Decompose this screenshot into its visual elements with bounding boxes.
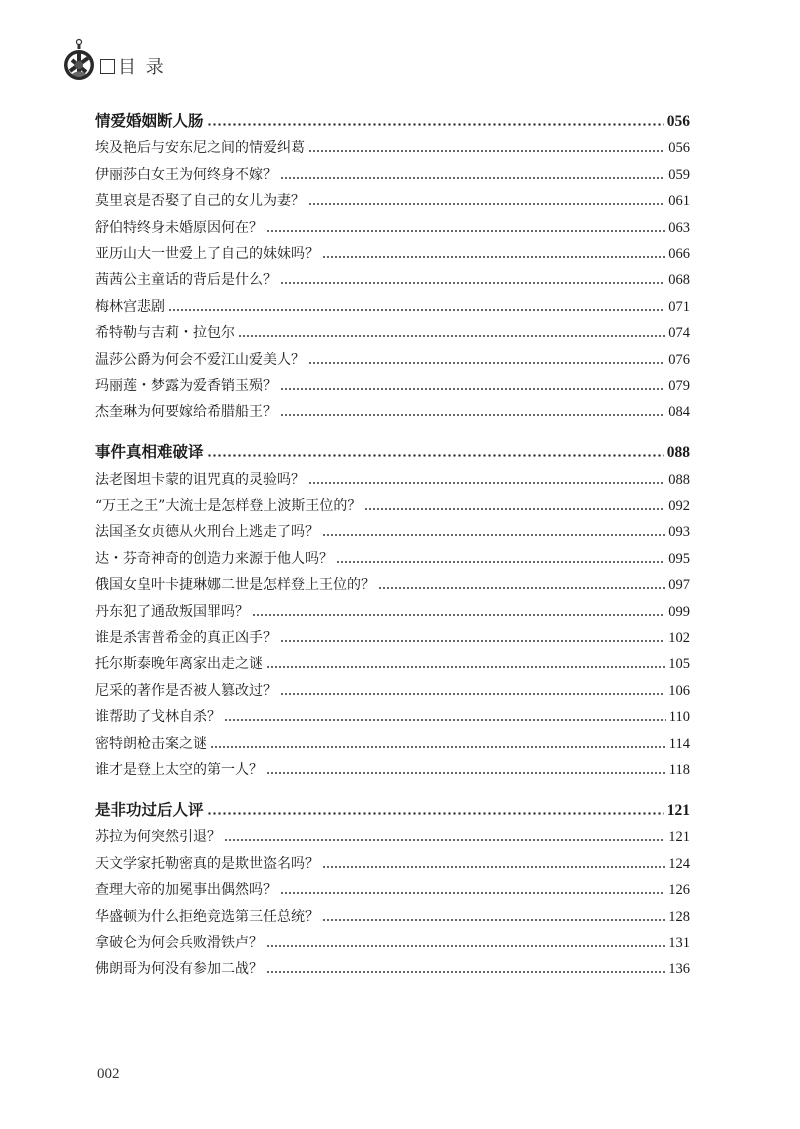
toc-entry[interactable] bbox=[95, 210, 690, 236]
entry-title: 苏拉为何突然引退？ bbox=[95, 829, 221, 846]
toc-entry[interactable] bbox=[95, 263, 690, 289]
toc-entry[interactable] bbox=[95, 673, 690, 699]
toc-entry[interactable] bbox=[95, 541, 690, 567]
toc-entry[interactable] bbox=[95, 157, 690, 183]
toc-entry[interactable] bbox=[95, 568, 690, 594]
entry-title: 谁是杀害普希金的真正凶手？ bbox=[95, 630, 277, 647]
toc-entry[interactable] bbox=[95, 462, 690, 488]
entry-title: 密特朗枪击案之谜 bbox=[95, 735, 207, 752]
entry-title: 梅林宫悲剧 bbox=[95, 298, 165, 315]
entry-title: 茜茜公主童话的背后是什么？ bbox=[95, 272, 277, 289]
entry-title: 尼采的著作是否被人篡改过？ bbox=[95, 682, 277, 699]
section-page: 088 bbox=[666, 444, 690, 462]
entry-page: 102 bbox=[668, 630, 690, 647]
dot-leader bbox=[207, 123, 664, 126]
entry-page: 093 bbox=[668, 524, 690, 541]
toc-entry[interactable] bbox=[95, 820, 690, 846]
dot-leader bbox=[280, 892, 665, 894]
section-heading[interactable] bbox=[95, 435, 690, 462]
dot-leader bbox=[207, 812, 664, 815]
dot-leader bbox=[308, 482, 665, 484]
entry-title: 华盛顿为什么拒绝竞选第三任总统？ bbox=[95, 908, 319, 925]
section-title: 是非功过后人评 bbox=[95, 799, 204, 819]
dot-leader bbox=[280, 693, 665, 695]
entry-page: 095 bbox=[668, 550, 690, 567]
toc-entry[interactable] bbox=[95, 899, 690, 925]
entry-title: “万王之王”大流士是怎样登上波斯王位的？ bbox=[95, 498, 362, 515]
dot-leader bbox=[168, 309, 665, 311]
entry-page: 061 bbox=[668, 193, 690, 210]
entry-title: 莫里哀是否娶了自己的女儿为妻？ bbox=[95, 193, 305, 210]
page-number: 002 bbox=[97, 1066, 120, 1082]
entry-page: 105 bbox=[668, 656, 690, 673]
dot-leader bbox=[207, 454, 664, 457]
toc-entry[interactable] bbox=[95, 237, 690, 263]
dot-leader bbox=[238, 335, 665, 337]
entry-page: 084 bbox=[668, 404, 690, 421]
toc-entry[interactable] bbox=[95, 395, 690, 421]
entry-title: 伊丽莎白女王为何终身不嫁？ bbox=[95, 166, 277, 183]
entry-page: 056 bbox=[668, 140, 690, 157]
entry-title: 法国圣女贞德从火刑台上逃走了吗？ bbox=[95, 524, 319, 541]
toc-entry[interactable] bbox=[95, 594, 690, 620]
dot-leader bbox=[322, 256, 665, 258]
toc-entry[interactable] bbox=[95, 316, 690, 342]
dot-leader bbox=[224, 719, 666, 721]
entry-title: 谁帮助了戈林自杀？ bbox=[95, 709, 221, 726]
dot-leader bbox=[266, 772, 666, 774]
dot-leader bbox=[280, 640, 665, 642]
entry-page: 097 bbox=[668, 577, 690, 594]
entry-page: 071 bbox=[668, 298, 690, 315]
entry-page: 074 bbox=[668, 325, 690, 342]
dot-leader bbox=[266, 666, 665, 668]
entry-page: 063 bbox=[668, 219, 690, 236]
dot-leader bbox=[322, 866, 665, 868]
dot-leader bbox=[224, 839, 665, 841]
entry-title: 查理大帝的加冕事出偶然吗？ bbox=[95, 882, 277, 899]
toc-entry[interactable] bbox=[95, 952, 690, 978]
toc-entry[interactable] bbox=[95, 647, 690, 673]
dot-leader bbox=[364, 508, 665, 510]
entry-title: 舒伯特终身未婚原因何在？ bbox=[95, 219, 263, 236]
dot-leader bbox=[308, 150, 665, 152]
entry-title: 杰奎琳为何要嫁给希腊船王？ bbox=[95, 404, 277, 421]
dot-leader bbox=[308, 203, 665, 205]
toc-entry[interactable] bbox=[95, 131, 690, 157]
entry-page: 136 bbox=[668, 961, 690, 978]
entry-page: 079 bbox=[668, 377, 690, 394]
entry-title: 佛朗哥为何没有参加二战？ bbox=[95, 961, 263, 978]
entry-title: 法老图坦卡蒙的诅咒真的灵验吗？ bbox=[95, 471, 305, 488]
entry-title: 谁才是登上太空的第一人？ bbox=[95, 761, 263, 778]
section-heading[interactable] bbox=[95, 793, 690, 820]
header-title-text: 目 录 bbox=[118, 57, 166, 78]
dot-leader bbox=[252, 614, 665, 616]
toc-entry[interactable] bbox=[95, 846, 690, 872]
dot-leader bbox=[280, 388, 665, 390]
entry-title: 希特勒与吉莉・拉包尔 bbox=[95, 325, 235, 342]
dot-leader bbox=[280, 177, 665, 179]
section-title: 情爱婚姻断人肠 bbox=[95, 111, 204, 130]
entry-page: 128 bbox=[668, 908, 690, 925]
toc-entry[interactable] bbox=[95, 753, 690, 779]
entry-title: 温莎公爵为何会不爱江山爱美人？ bbox=[95, 351, 305, 368]
toc-section bbox=[95, 104, 690, 421]
entry-page: 124 bbox=[668, 855, 690, 872]
section-page: 056 bbox=[666, 113, 690, 130]
toc-entry[interactable] bbox=[95, 515, 690, 541]
entry-page: 088 bbox=[668, 471, 690, 488]
toc-section bbox=[95, 793, 690, 978]
dot-leader bbox=[378, 587, 665, 589]
entry-title: 亚历山大一世爱上了自己的妹妹吗？ bbox=[95, 245, 319, 262]
section-heading[interactable] bbox=[95, 104, 690, 131]
entry-page: 118 bbox=[668, 761, 690, 778]
entry-page: 076 bbox=[668, 351, 690, 368]
dot-leader bbox=[280, 282, 665, 284]
section-title: 事件真相难破译 bbox=[95, 442, 204, 462]
section-page: 121 bbox=[666, 801, 690, 819]
entry-title: 丹东犯了通敌叛国罪吗？ bbox=[95, 603, 249, 620]
entry-title: 托尔斯泰晚年离家出走之谜 bbox=[95, 656, 263, 673]
dot-leader bbox=[336, 561, 665, 563]
entry-page: 059 bbox=[668, 166, 690, 183]
header-title bbox=[100, 53, 166, 79]
toc-entry[interactable] bbox=[95, 726, 690, 752]
entry-page: 126 bbox=[668, 882, 690, 899]
toc-entry[interactable] bbox=[95, 289, 690, 315]
entry-page: 121 bbox=[668, 829, 690, 846]
astrolabe-icon bbox=[62, 38, 96, 84]
entry-page: 068 bbox=[668, 272, 690, 289]
dot-leader bbox=[266, 971, 665, 973]
toc-entry[interactable] bbox=[95, 369, 690, 395]
square-icon bbox=[100, 59, 115, 74]
dot-leader bbox=[308, 362, 665, 364]
entry-page: 066 bbox=[668, 245, 690, 262]
dot-leader bbox=[266, 230, 665, 232]
entry-title: 拿破仑为何会兵败滑铁卢？ bbox=[95, 934, 263, 951]
page-header bbox=[62, 38, 166, 84]
toc-section bbox=[95, 435, 690, 779]
entry-title: 埃及艳后与安东尼之间的情爱纠葛 bbox=[95, 140, 305, 157]
entry-page: 099 bbox=[668, 603, 690, 620]
toc-entry[interactable] bbox=[95, 926, 690, 952]
entry-title: 达・芬奇神奇的创造力来源于他人吗？ bbox=[95, 550, 333, 567]
entry-title: 俄国女皇叶卡捷琳娜二世是怎样登上王位的？ bbox=[95, 577, 375, 594]
toc-entry[interactable] bbox=[95, 489, 690, 515]
entry-page: 110 bbox=[668, 709, 690, 726]
dot-leader bbox=[322, 919, 665, 921]
dot-leader bbox=[280, 414, 665, 416]
dot-leader bbox=[210, 746, 666, 748]
toc-entry[interactable] bbox=[95, 873, 690, 899]
dot-leader bbox=[266, 945, 665, 947]
dot-leader bbox=[322, 534, 665, 536]
entry-page: 092 bbox=[668, 498, 690, 515]
toc-entry[interactable] bbox=[95, 621, 690, 647]
toc-entry[interactable] bbox=[95, 184, 690, 210]
entry-title: 天文学家托勒密真的是欺世盗名吗？ bbox=[95, 855, 319, 872]
entry-page: 114 bbox=[668, 735, 690, 752]
table-of-contents bbox=[95, 104, 690, 992]
entry-page: 131 bbox=[668, 934, 690, 951]
toc-entry[interactable] bbox=[95, 342, 690, 368]
entry-title: 玛丽莲・梦露为爱香销玉殒？ bbox=[95, 377, 277, 394]
entry-page: 106 bbox=[668, 682, 690, 699]
toc-entry[interactable] bbox=[95, 700, 690, 726]
